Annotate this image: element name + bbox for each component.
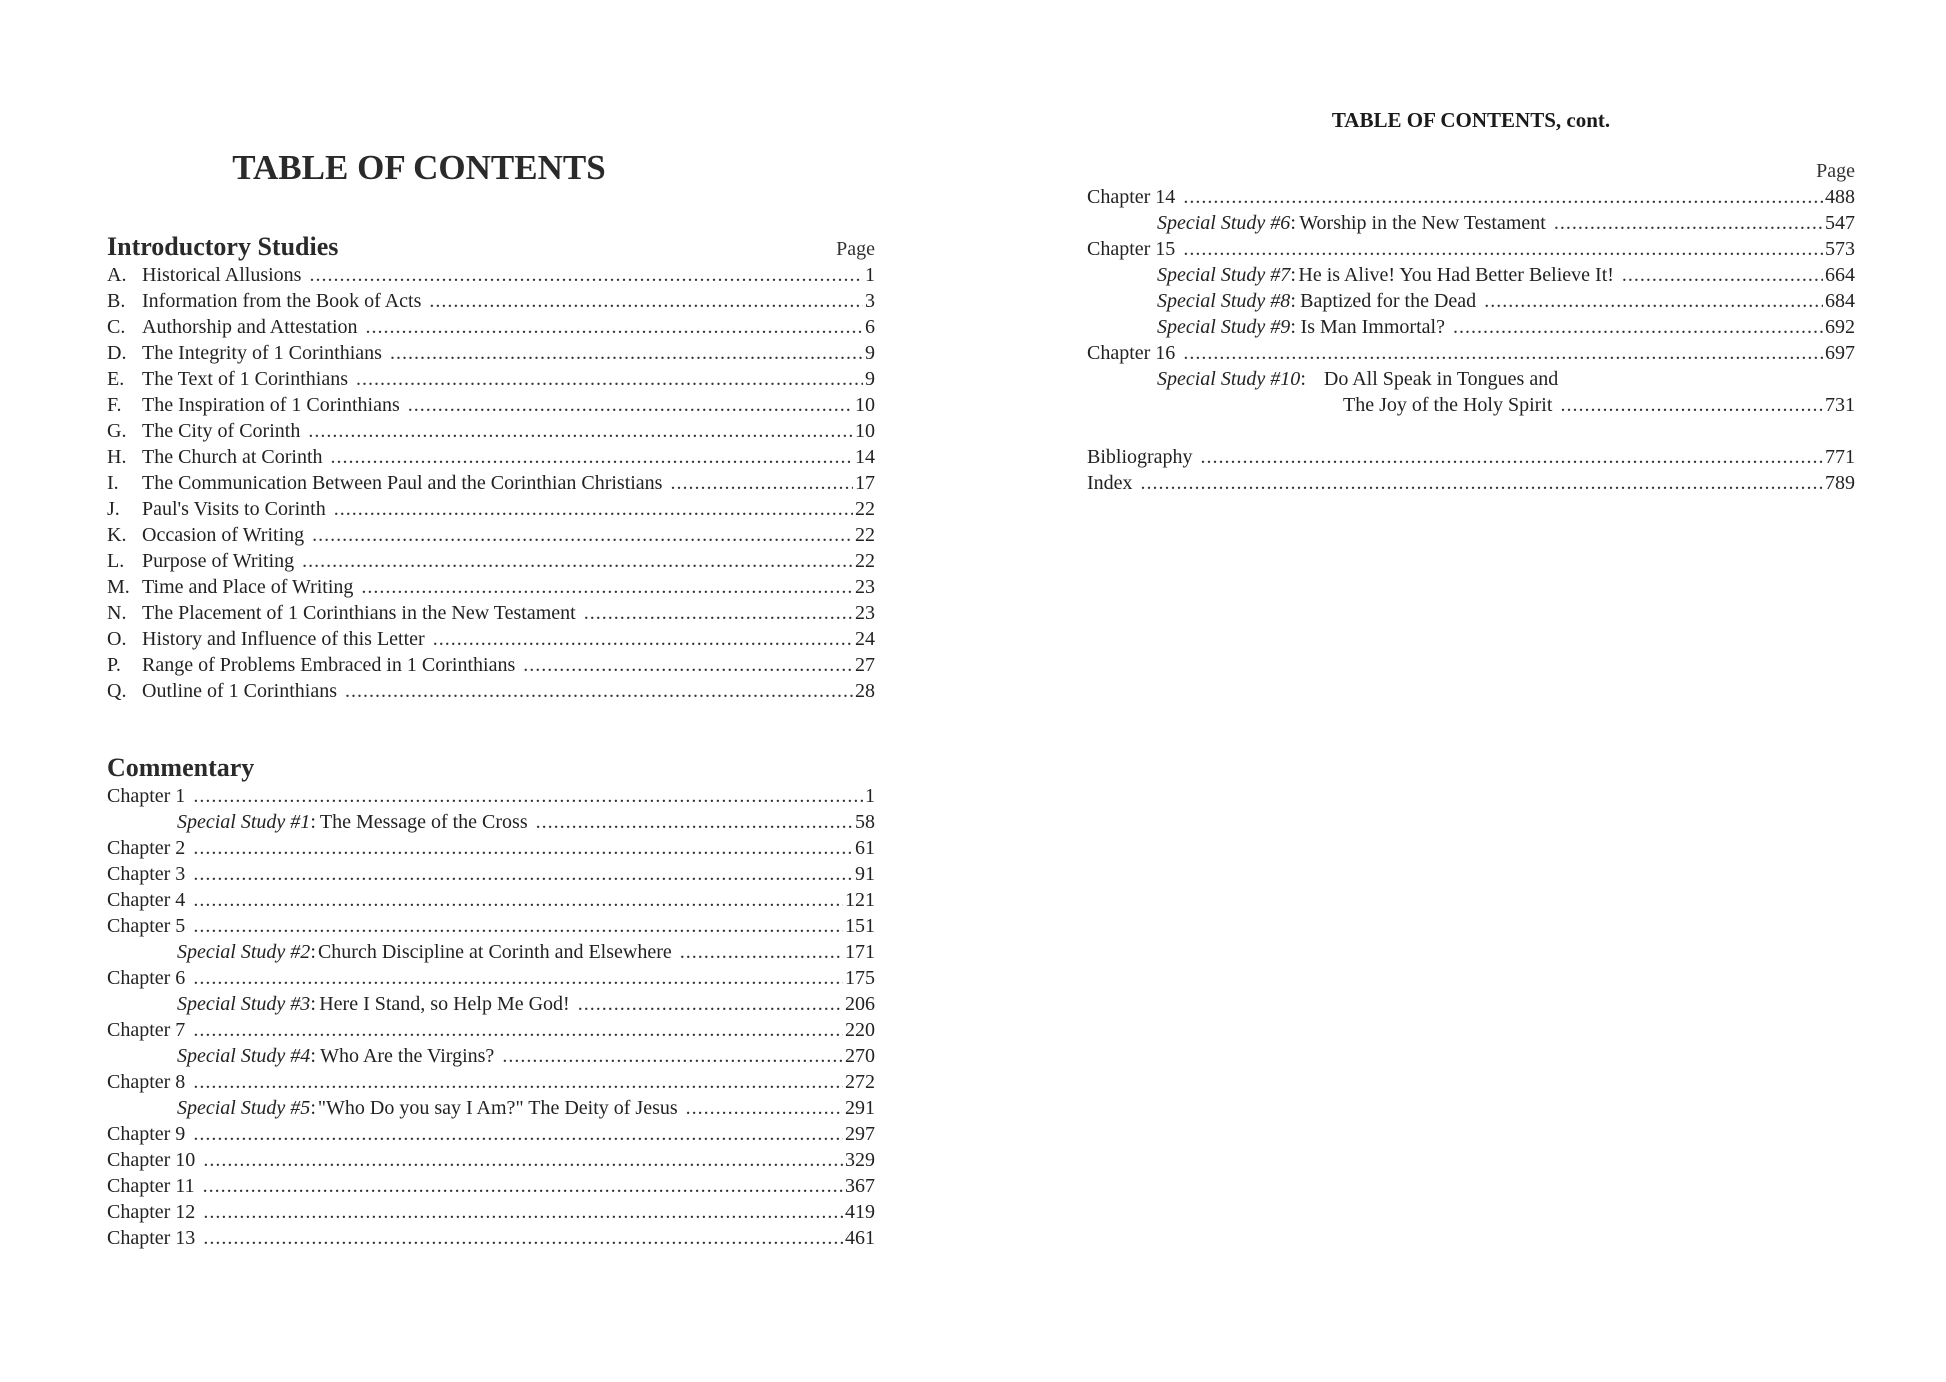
label-colon: : bbox=[310, 811, 316, 833]
special-study-row bbox=[107, 652, 875, 678]
special-study-row bbox=[1087, 262, 1855, 288]
page-number: 171 bbox=[845, 941, 875, 963]
entry-title: The Placement of 1 Corinthians in the New Testament bbox=[142, 602, 576, 624]
dot-leader bbox=[334, 496, 853, 522]
special-study-row bbox=[107, 991, 875, 1017]
entry-letter: O. bbox=[107, 628, 127, 650]
entry-letter: I. bbox=[107, 472, 119, 494]
dot-leader bbox=[309, 262, 863, 288]
dot-leader bbox=[331, 444, 853, 470]
entry-title: Church Discipline at Corinth and Elsewhere bbox=[317, 941, 672, 963]
toc-entry-row bbox=[107, 1147, 875, 1173]
entry-title: Range of Problems Embraced in 1 Corinthians bbox=[142, 654, 516, 676]
page-number: 175 bbox=[845, 967, 875, 989]
section-header bbox=[107, 753, 875, 783]
page-number: 22 bbox=[855, 498, 875, 520]
special-study-row bbox=[107, 626, 875, 652]
page-number: 10 bbox=[855, 420, 875, 442]
page-number: 58 bbox=[855, 811, 875, 833]
page-number: 771 bbox=[1825, 446, 1855, 468]
special-study-label: Special Study #7 bbox=[1157, 264, 1291, 286]
page-number: 297 bbox=[845, 1123, 875, 1145]
special-study-row bbox=[107, 288, 875, 314]
entry-title: Chapter 7 bbox=[107, 1019, 186, 1041]
dot-leader bbox=[680, 939, 843, 965]
dot-leader bbox=[408, 392, 853, 418]
dot-leader bbox=[584, 600, 853, 626]
special-study-row bbox=[107, 939, 875, 965]
special-study-row bbox=[107, 496, 875, 522]
entry-title: Is Man Immortal? bbox=[1300, 316, 1445, 338]
entry-letter: J. bbox=[107, 498, 120, 520]
entry-title: Information from the Book of Acts bbox=[142, 290, 422, 312]
entry-letter: Q. bbox=[107, 680, 127, 702]
entry-title: Who Are the Virgins? bbox=[320, 1045, 495, 1067]
page-number: 272 bbox=[845, 1071, 875, 1093]
dot-leader bbox=[1183, 184, 1823, 210]
page-number: 573 bbox=[1825, 238, 1855, 260]
section-title-introductory: Introductory Studies bbox=[107, 232, 339, 261]
dot-leader bbox=[1183, 340, 1823, 366]
page-number: 731 bbox=[1825, 394, 1855, 416]
commentary-list bbox=[107, 783, 875, 1251]
dot-leader bbox=[1484, 288, 1823, 314]
page-number: 27 bbox=[855, 654, 875, 676]
dot-leader bbox=[203, 1147, 843, 1173]
dot-leader bbox=[390, 340, 863, 366]
page-number: 10 bbox=[855, 394, 875, 416]
entry-title: Chapter 5 bbox=[107, 915, 186, 937]
toc-entry-row bbox=[1087, 444, 1855, 470]
page-number: 91 bbox=[855, 863, 875, 885]
entry-letter: H. bbox=[107, 446, 127, 468]
special-study-row bbox=[107, 809, 875, 835]
page-number: 3 bbox=[865, 290, 875, 312]
page-number: 9 bbox=[865, 368, 875, 390]
entry-title: Chapter 11 bbox=[107, 1175, 195, 1197]
entry-letter: C. bbox=[107, 316, 126, 338]
intro-list bbox=[107, 262, 875, 704]
dot-leader bbox=[345, 678, 853, 704]
toc-entry-row bbox=[107, 1017, 875, 1043]
dot-leader bbox=[1622, 262, 1823, 288]
dot-leader bbox=[429, 288, 863, 314]
special-study-row bbox=[107, 522, 875, 548]
entry-title: Chapter 1 bbox=[107, 785, 186, 807]
label-colon: : bbox=[310, 993, 316, 1015]
dot-leader bbox=[193, 1017, 843, 1043]
page-number: 488 bbox=[1825, 186, 1855, 208]
entry-letter: E. bbox=[107, 368, 125, 390]
dot-leader bbox=[193, 887, 843, 913]
dot-leader bbox=[1560, 392, 1823, 418]
page-number: 461 bbox=[845, 1227, 875, 1249]
label-colon: : bbox=[1300, 368, 1306, 390]
dot-leader bbox=[670, 470, 853, 496]
special-study-label: Special Study #10 bbox=[1157, 368, 1301, 390]
page-number: 61 bbox=[855, 837, 875, 859]
entry-letter: B. bbox=[107, 290, 126, 312]
dot-leader bbox=[193, 1069, 843, 1095]
toc-entry-row bbox=[107, 965, 875, 991]
page-number: 789 bbox=[1825, 472, 1855, 494]
page-number: 206 bbox=[845, 993, 875, 1015]
dot-leader bbox=[502, 1043, 843, 1069]
toc-entry-row bbox=[1087, 184, 1855, 210]
special-study-row bbox=[107, 678, 875, 704]
page-number: 6 bbox=[865, 316, 875, 338]
toc-entry-row bbox=[107, 1199, 875, 1225]
special-study-label: Special Study #8 bbox=[1157, 290, 1291, 312]
special-study-row bbox=[107, 444, 875, 470]
dot-leader bbox=[578, 991, 843, 1017]
label-colon: : bbox=[1290, 212, 1296, 234]
dot-leader bbox=[193, 783, 863, 809]
page-number: 547 bbox=[1825, 212, 1855, 234]
page-number: 23 bbox=[855, 602, 875, 624]
dot-leader bbox=[193, 1121, 843, 1147]
toc-entry-row bbox=[107, 1225, 875, 1251]
page-title: TABLE OF CONTENTS bbox=[232, 148, 606, 187]
special-study-label: Special Study #4 bbox=[177, 1045, 311, 1067]
label-colon: : bbox=[310, 1097, 316, 1119]
dot-leader bbox=[1453, 314, 1823, 340]
special-study-row bbox=[107, 574, 875, 600]
dot-leader bbox=[302, 548, 853, 574]
entry-title: Index bbox=[1087, 472, 1133, 494]
entry-title: Worship in the New Testament bbox=[1299, 212, 1546, 234]
entry-title: Chapter 6 bbox=[107, 967, 186, 989]
entry-title: Do All Speak in Tongues and bbox=[1323, 368, 1559, 390]
dot-leader bbox=[686, 1095, 843, 1121]
toc-entry-row bbox=[107, 783, 875, 809]
special-study-row bbox=[1087, 366, 1855, 392]
dot-leader bbox=[1183, 236, 1823, 262]
toc-entry-row bbox=[1087, 236, 1855, 262]
page-number: 22 bbox=[855, 524, 875, 546]
page-number: 220 bbox=[845, 1019, 875, 1041]
special-study-label: Special Study #9 bbox=[1157, 316, 1291, 338]
special-study-row bbox=[107, 470, 875, 496]
dot-leader bbox=[356, 366, 863, 392]
entry-title: Chapter 14 bbox=[1087, 186, 1176, 208]
dot-leader bbox=[193, 835, 853, 861]
entry-title: Baptized for the Dead bbox=[1300, 290, 1477, 312]
special-study-row bbox=[107, 600, 875, 626]
right-page bbox=[1087, 0, 1855, 1382]
entry-title: Chapter 15 bbox=[1087, 238, 1176, 260]
page-number: 22 bbox=[855, 550, 875, 572]
page-number: 121 bbox=[845, 889, 875, 911]
dot-leader bbox=[1554, 210, 1823, 236]
entry-title: Bibliography bbox=[1087, 446, 1193, 468]
dot-leader bbox=[312, 522, 853, 548]
special-study-row bbox=[107, 418, 875, 444]
page-number: 9 bbox=[865, 342, 875, 364]
page-number: 270 bbox=[845, 1045, 875, 1067]
special-study-row bbox=[107, 1095, 875, 1121]
entry-title: Authorship and Attestation bbox=[142, 316, 358, 338]
row-spacer bbox=[1087, 418, 1855, 444]
entry-title: Chapter 2 bbox=[107, 837, 186, 859]
entry-letter: P. bbox=[107, 654, 121, 676]
toc-entry-row bbox=[1087, 340, 1855, 366]
toc-entry-row bbox=[107, 835, 875, 861]
page-number: 17 bbox=[855, 472, 875, 494]
toc-entry-row bbox=[107, 1121, 875, 1147]
toc-entry-row bbox=[1087, 470, 1855, 496]
special-study-label: Special Study #3 bbox=[177, 993, 311, 1015]
entry-letter: G. bbox=[107, 420, 127, 442]
dot-leader bbox=[193, 965, 843, 991]
toc-entry-row bbox=[107, 887, 875, 913]
page-number: 28 bbox=[855, 680, 875, 702]
page-column-label: Page bbox=[836, 238, 875, 260]
entry-title: Chapter 16 bbox=[1087, 342, 1176, 364]
toc-entry-row bbox=[107, 861, 875, 887]
page-number: 367 bbox=[845, 1175, 875, 1197]
dot-leader bbox=[203, 1173, 843, 1199]
entry-title: Purpose of Writing bbox=[142, 550, 295, 572]
entry-title: The Inspiration of 1 Corinthians bbox=[142, 394, 400, 416]
page-number: 697 bbox=[1825, 342, 1855, 364]
commentary-section bbox=[107, 753, 875, 1251]
label-colon: : bbox=[1290, 316, 1296, 338]
entry-title: Chapter 8 bbox=[107, 1071, 186, 1093]
page-number: 664 bbox=[1825, 264, 1855, 286]
entry-title: The Church at Corinth bbox=[142, 446, 323, 468]
dot-leader bbox=[1141, 470, 1823, 496]
dot-leader bbox=[536, 809, 853, 835]
page-number: 23 bbox=[855, 576, 875, 598]
entry-title: The Integrity of 1 Corinthians bbox=[142, 342, 382, 364]
special-study-label: Special Study #1 bbox=[177, 811, 311, 833]
label-colon: : bbox=[310, 1045, 316, 1067]
continued-section bbox=[1087, 158, 1855, 496]
entry-title: The Communication Between Paul and the Corinthian Christians bbox=[142, 472, 663, 494]
toc-entry-row bbox=[107, 1069, 875, 1095]
special-study-row bbox=[107, 1043, 875, 1069]
special-study-label: Special Study #6 bbox=[1157, 212, 1291, 234]
dot-leader bbox=[193, 861, 853, 887]
entry-title: Historical Allusions bbox=[142, 264, 302, 286]
toc-entry-row bbox=[107, 1173, 875, 1199]
continued-list bbox=[1087, 184, 1855, 496]
left-page bbox=[107, 0, 875, 1382]
dot-leader bbox=[193, 913, 843, 939]
entry-title: He is Alive! You Had Better Believe It! bbox=[1298, 264, 1614, 286]
continued-title: TABLE OF CONTENTS, cont. bbox=[1331, 108, 1611, 132]
entry-title: The Joy of the Holy Spirit bbox=[1343, 394, 1553, 416]
special-study-row bbox=[107, 366, 875, 392]
entry-letter: A. bbox=[107, 264, 127, 286]
entry-title: Chapter 4 bbox=[107, 889, 186, 911]
page-number: 692 bbox=[1825, 316, 1855, 338]
dot-leader bbox=[203, 1225, 843, 1251]
special-study-row bbox=[1087, 210, 1855, 236]
section-header bbox=[107, 232, 875, 262]
special-study-row bbox=[107, 548, 875, 574]
entry-title: History and Influence of this Letter bbox=[142, 628, 425, 650]
dot-leader bbox=[361, 574, 853, 600]
entry-letter: N. bbox=[107, 602, 127, 624]
entry-title: Chapter 3 bbox=[107, 863, 186, 885]
entry-letter: D. bbox=[107, 342, 127, 364]
special-study-row bbox=[107, 340, 875, 366]
entry-title: Chapter 9 bbox=[107, 1123, 186, 1145]
entry-letter: K. bbox=[107, 524, 127, 546]
entry-title: Chapter 13 bbox=[107, 1227, 196, 1249]
entry-title: "Who Do you say I Am?" The Deity of Jesus bbox=[317, 1097, 678, 1119]
entry-title: Outline of 1 Corinthians bbox=[142, 680, 337, 702]
entry-letter: F. bbox=[107, 394, 122, 416]
page-number: 684 bbox=[1825, 290, 1855, 312]
dot-leader bbox=[366, 314, 863, 340]
page-number: 151 bbox=[845, 915, 875, 937]
page-column-label: Page bbox=[1816, 160, 1855, 182]
label-colon: : bbox=[310, 941, 316, 963]
entry-title: Here I Stand, so Help Me God! bbox=[319, 993, 570, 1015]
special-study-row bbox=[107, 314, 875, 340]
dot-leader bbox=[1201, 444, 1823, 470]
page-number: 1 bbox=[865, 785, 875, 807]
special-study-row bbox=[107, 262, 875, 288]
special-study-row bbox=[1087, 392, 1855, 418]
page-number: 14 bbox=[855, 446, 875, 468]
entry-title: Chapter 10 bbox=[107, 1149, 196, 1171]
page-number: 24 bbox=[855, 628, 875, 650]
entry-title: Chapter 12 bbox=[107, 1201, 196, 1223]
special-study-row bbox=[1087, 314, 1855, 340]
section-title-commentary: Commentary bbox=[107, 753, 255, 782]
label-colon: : bbox=[1290, 264, 1296, 286]
special-study-row bbox=[107, 392, 875, 418]
page-number: 291 bbox=[845, 1097, 875, 1119]
page-number: 329 bbox=[845, 1149, 875, 1171]
entry-title: Occasion of Writing bbox=[142, 524, 305, 546]
dot-leader bbox=[433, 626, 853, 652]
page-number: 419 bbox=[845, 1201, 875, 1223]
page-number: 1 bbox=[865, 264, 875, 286]
special-study-label: Special Study #5 bbox=[177, 1097, 311, 1119]
special-study-row bbox=[1087, 288, 1855, 314]
special-study-label: Special Study #2 bbox=[177, 941, 311, 963]
dot-leader bbox=[523, 652, 853, 678]
entry-title: The Text of 1 Corinthians bbox=[142, 368, 348, 390]
entry-title: The Message of the Cross bbox=[319, 811, 528, 833]
entry-title: The City of Corinth bbox=[142, 420, 301, 442]
entry-title: Time and Place of Writing bbox=[142, 576, 354, 598]
entry-title: Paul's Visits to Corinth bbox=[142, 498, 326, 520]
label-colon: : bbox=[1290, 290, 1296, 312]
dot-leader bbox=[203, 1199, 843, 1225]
dot-leader bbox=[308, 418, 853, 444]
entry-letter: M. bbox=[107, 576, 130, 598]
entry-letter: L. bbox=[107, 550, 125, 572]
introductory-studies-section bbox=[107, 232, 875, 704]
toc-entry-row bbox=[107, 913, 875, 939]
